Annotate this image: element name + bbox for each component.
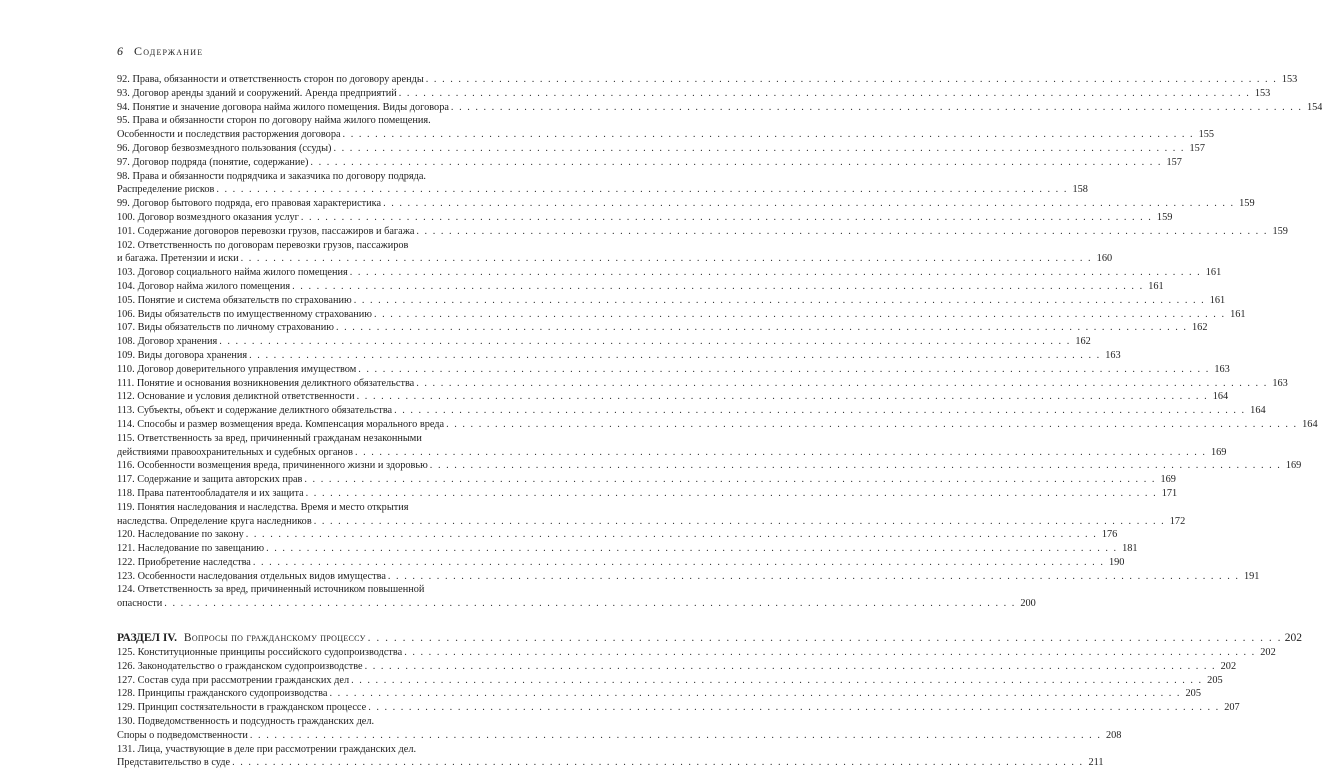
- toc-entry-line: [117, 556, 1125, 570]
- toc-entry-title: 119. Понятия наследования и наследства. Время и место открытия: [117, 501, 409, 513]
- toc-entry-title: 115. Ответственность за вред, причиненный гражданам незаконными: [117, 432, 422, 444]
- toc-entry-line: [117, 211, 1173, 225]
- toc-entry-line: [117, 459, 1302, 473]
- toc-entry: [117, 570, 1260, 584]
- toc-entry: [117, 87, 1271, 101]
- toc-entry-title: 102. Ответственность по договорам перевозки грузов, пассажиров: [117, 239, 409, 251]
- toc-entry-line: [117, 687, 1201, 701]
- leader-dots: [368, 701, 1220, 715]
- toc-entry-line: [117, 73, 1298, 87]
- leader-dots: [266, 542, 1118, 556]
- toc-entry-title: Распределение рисков: [117, 184, 215, 196]
- toc-entry-line: [117, 660, 1237, 674]
- toc-page-number: 211: [1088, 757, 1104, 769]
- toc-entry: [117, 743, 1104, 770]
- toc-entry-title: 94. Понятие и значение договора найма жилого помещения. Виды договора: [117, 101, 449, 113]
- toc-page-number: 164: [1250, 405, 1266, 417]
- toc-entry-title: 110. Договор доверительного управления имуществом: [117, 363, 357, 375]
- toc-entry: [117, 266, 1222, 280]
- leader-dots: [354, 294, 1206, 308]
- toc-entry-line: [117, 515, 1186, 529]
- leader-dots: [365, 660, 1217, 674]
- leader-dots: [250, 729, 1102, 743]
- toc-entry-title: 130. Подведомственность и подсудность гражданских дел.: [117, 716, 375, 728]
- toc-entry-title: и багажа. Претензии и иски: [117, 253, 239, 265]
- toc-page-number: 159: [1156, 211, 1173, 223]
- toc-page-number: 169: [1160, 474, 1176, 486]
- toc-entry-line: [117, 308, 1246, 322]
- toc-entry-line: [117, 418, 1318, 432]
- toc-page-number: 163: [1214, 363, 1230, 375]
- toc-entry-list: [117, 73, 1322, 611]
- toc-page-number: 205: [1207, 674, 1223, 686]
- toc-page-number: 164: [1302, 418, 1318, 430]
- toc-entry: [117, 583, 1036, 611]
- leader-dots: [343, 128, 1195, 142]
- toc-entry: [117, 280, 1164, 294]
- leader-dots: [314, 515, 1166, 529]
- toc-page-number: 162: [1192, 322, 1208, 334]
- toc-entry: [117, 211, 1173, 225]
- toc-page-number: 202: [1260, 647, 1276, 659]
- toc-entry-title: 121. Наследование по завещанию: [117, 543, 265, 555]
- toc-entry-line: [117, 743, 486, 757]
- toc-entry-line: [117, 170, 486, 184]
- leader-dots: [292, 280, 1144, 294]
- toc-entry: [117, 432, 1227, 460]
- toc-entry-line: [117, 674, 1223, 688]
- toc-page-number: 159: [1272, 225, 1288, 237]
- toc-entry-line: [117, 294, 1226, 308]
- section-label: РАЗДЕЛ IV.: [117, 632, 177, 645]
- toc-entry: [117, 390, 1229, 404]
- toc-page-number: 160: [1096, 253, 1113, 265]
- toc-entry: [117, 646, 1276, 660]
- toc-entry: [117, 377, 1288, 391]
- toc-entry-title: Представительство в суде: [117, 757, 231, 769]
- toc-entry: [117, 660, 1237, 674]
- toc-entry-title: 126. Законодательство о гражданском судопроизводстве: [117, 660, 363, 672]
- toc-entry-title: 97. Договор подряда (понятие, содержание): [117, 156, 309, 168]
- toc-page-number: 154: [1306, 101, 1322, 113]
- toc-entry: [117, 142, 1205, 156]
- toc-entry-line: [117, 142, 1205, 156]
- toc-entry-title: действиями правоохранительных и судебных органов: [117, 446, 353, 458]
- toc-entry: [117, 156, 1182, 170]
- toc-entry: [117, 349, 1121, 363]
- section-heading: [117, 630, 1303, 646]
- toc-entry-line: [117, 321, 1208, 335]
- leader-dots: [451, 101, 1303, 115]
- leader-dots: [253, 556, 1105, 570]
- toc-entry: [117, 556, 1125, 570]
- leader-dots: [399, 87, 1251, 101]
- toc-entry-line: [117, 583, 486, 597]
- toc-entry-title: 104. Договор найма жилого помещения: [117, 280, 291, 292]
- toc-section: [117, 630, 1303, 770]
- toc-entry-title: 118. Права патентообладателя и их защита: [117, 487, 304, 499]
- leader-dots: [164, 597, 1016, 611]
- leader-dots: [219, 335, 1071, 349]
- leader-dots: [350, 266, 1202, 280]
- leader-dots: [336, 321, 1188, 335]
- toc-page-number: 153: [1281, 74, 1298, 85]
- toc-page-number: 163: [1105, 349, 1121, 361]
- toc-entry: [117, 170, 1088, 198]
- toc-entry-title: Споры о подведомственности: [117, 729, 248, 741]
- toc-entry-title: 101. Содержание договоров перевозки грузов, пассажиров и багажа: [117, 225, 415, 237]
- toc-page-number: 191: [1243, 570, 1260, 582]
- toc-entry-title: 120. Наследование по закону: [117, 529, 244, 541]
- toc-page-number: 159: [1239, 198, 1255, 210]
- toc-entry-line: [117, 183, 1088, 197]
- toc-page-number: 162: [1075, 336, 1091, 348]
- toc-entry-line: [117, 756, 1104, 770]
- leader-dots: [357, 390, 1209, 404]
- toc-entry-line: [117, 390, 1229, 404]
- toc-entry-title: 111. Понятие и основания возникновения деликтного обязательства: [117, 377, 415, 389]
- toc-entry-line: [117, 363, 1230, 377]
- leader-dots: [355, 446, 1207, 460]
- toc-entry-line: [117, 197, 1255, 211]
- toc-page-number: 171: [1161, 487, 1178, 499]
- page-running-title: Содержание: [134, 44, 204, 58]
- section-entry-list: [117, 646, 1276, 770]
- leader-dots: [241, 252, 1093, 266]
- toc-page-number: 161: [1230, 308, 1246, 320]
- leader-dots: [430, 459, 1282, 473]
- toc-entry: [117, 528, 1118, 542]
- toc-entry-title: наследства. Определение круга наследников: [117, 515, 312, 527]
- toc-entry-title: 114. Способы и размер возмещения вреда. Компенсация морального вреда: [117, 418, 445, 430]
- leader-dots: [404, 646, 1256, 660]
- toc-entry-line: [117, 701, 1240, 715]
- toc-entry: [117, 197, 1255, 211]
- leader-dots: [304, 473, 1156, 487]
- toc-entry-line: [117, 597, 1036, 611]
- leader-dots: [246, 528, 1098, 542]
- section-title: Вопросы по гражданскому процессу: [183, 632, 366, 645]
- toc-entry-title: 113. Субъекты, объект и содержание деликтного обязательства: [117, 405, 393, 417]
- toc-entry-line: [117, 87, 1271, 101]
- page-header: [117, 44, 203, 59]
- toc-page-number: 181: [1122, 543, 1138, 555]
- toc-page-number: 169: [1211, 446, 1227, 458]
- toc-entry-line: [117, 570, 1260, 584]
- toc-page-number: 161: [1148, 280, 1164, 292]
- toc-entry: [117, 404, 1266, 418]
- toc-page-number: 208: [1105, 729, 1122, 741]
- toc-entry: [117, 294, 1226, 308]
- toc-entry-line: [117, 715, 486, 729]
- toc-entry: [117, 701, 1240, 715]
- toc-entry-title: 103. Договор социального найма жилого помещения: [117, 267, 348, 279]
- toc-entry-title: 125. Конституционные принципы российского судопроизводства: [117, 647, 403, 659]
- toc-entry-line: [117, 128, 1215, 142]
- toc-page-number: 172: [1169, 515, 1186, 527]
- toc-entry: [117, 501, 1186, 529]
- toc-entry-line: [117, 266, 1222, 280]
- leader-dots: [333, 142, 1185, 156]
- toc-entry-title: 106. Виды обязательств по имущественному страхованию: [117, 308, 372, 320]
- toc-entry: [117, 114, 1215, 142]
- toc-entry-line: [117, 646, 1276, 660]
- leader-dots: [358, 363, 1210, 377]
- leader-dots: [416, 377, 1268, 391]
- toc-entry-line: [117, 114, 486, 128]
- toc-entry-line: [117, 101, 1322, 115]
- toc-entry: [117, 687, 1201, 701]
- toc-entry-title: 95. Права и обязанности сторон по договору найма жилого помещения.: [117, 115, 431, 127]
- toc-entry-line: [117, 487, 1178, 501]
- toc-entry-title: 93. Договор аренды зданий и сооружений. Аренда предприятий: [117, 87, 397, 99]
- toc-entry-line: [117, 335, 1091, 349]
- toc-entry: [117, 335, 1091, 349]
- toc-page-number: 207: [1224, 702, 1240, 714]
- leader-dots: [310, 156, 1162, 170]
- leader-dots: [374, 308, 1226, 322]
- toc-entry-title: 108. Договор хранения: [117, 336, 218, 348]
- toc-page-number: 161: [1209, 294, 1226, 306]
- toc-entry-title: 122. Приобретение наследства: [117, 556, 251, 568]
- toc-entry-title: 105. Понятие и система обязательств по страхованию: [117, 294, 352, 306]
- toc-entry-line: [117, 239, 486, 253]
- toc-entry-line: [117, 446, 1227, 460]
- toc-entry-title: 124. Ответственность за вред, причиненный источником повышенной: [117, 584, 425, 596]
- toc-entry-title: 107. Виды обязательств по личному страхованию: [117, 322, 334, 334]
- toc-entry-line: [117, 528, 1118, 542]
- leader-dots: [216, 183, 1068, 197]
- leader-dots: [306, 487, 1158, 501]
- toc-entry: [117, 487, 1178, 501]
- toc-entry-title: 117. Содержание и защита авторских прав: [117, 474, 303, 486]
- toc-entry: [117, 418, 1318, 432]
- section-page-number: 202: [1284, 632, 1303, 645]
- leader-dots: [446, 418, 1298, 432]
- leader-dots: [232, 756, 1084, 770]
- toc-page-number: 157: [1166, 156, 1182, 168]
- toc-entry: [117, 542, 1138, 556]
- toc-entry: [117, 239, 1113, 267]
- toc-page-number: 205: [1185, 688, 1201, 700]
- leader-dots: [426, 73, 1278, 87]
- toc-entry-line: [117, 377, 1288, 391]
- toc-page-number: 155: [1198, 129, 1215, 141]
- toc-entry-line: [117, 280, 1164, 294]
- toc-page-number: 169: [1285, 460, 1302, 472]
- toc-entry-line: [117, 542, 1138, 556]
- toc-entry-title: Особенности и последствия расторжения договора: [117, 129, 341, 141]
- toc-entry-title: 109. Виды договора хранения: [117, 349, 248, 361]
- leader-dots: [394, 404, 1246, 418]
- toc-page-number: 153: [1254, 87, 1271, 99]
- toc-entry-title: 99. Договор бытового подряда, его правовая характеристика: [117, 198, 382, 210]
- toc-page-number: 190: [1108, 556, 1125, 568]
- toc-page-number: 163: [1272, 377, 1288, 389]
- toc-page-number: 158: [1072, 184, 1088, 196]
- toc-entry-line: [117, 156, 1182, 170]
- toc-entry-line: [117, 729, 1122, 743]
- toc-entry-title: 131. Лица, участвующие в деле при рассмотрении гражданских дел.: [117, 743, 417, 755]
- table-of-contents: [117, 73, 1322, 770]
- toc-page-number: 164: [1212, 391, 1229, 403]
- toc-entry-title: 100. Договор возмездного оказания услуг: [117, 211, 299, 223]
- leader-dots: [249, 349, 1101, 363]
- toc-entry: [117, 225, 1288, 239]
- toc-entry-title: 127. Состав суда при рассмотрении гражданских дел: [117, 674, 350, 686]
- toc-entry-title: 112. Основание и условия деликтной ответственности: [117, 391, 355, 403]
- toc-entry-line: [117, 349, 1121, 363]
- leader-dots: [301, 211, 1153, 225]
- leader-dots: [388, 570, 1240, 584]
- toc-entry-line: [117, 252, 1113, 266]
- toc-entry: [117, 715, 1122, 743]
- leader-dots: [368, 630, 1282, 646]
- leader-dots: [383, 197, 1235, 211]
- toc-entry: [117, 101, 1322, 115]
- toc-entry: [117, 459, 1302, 473]
- toc-page-number: 176: [1101, 529, 1118, 541]
- page-number: 6: [117, 44, 123, 58]
- toc-entry-line: [117, 404, 1266, 418]
- toc-entry-line: [117, 501, 486, 515]
- toc-entry: [117, 73, 1298, 87]
- toc-entry-title: 128. Принципы гражданского судопроизводства: [117, 688, 328, 700]
- toc-entry-title: 96. Договор безвозмездного пользования (ссуды): [117, 142, 332, 154]
- toc-page-number: 157: [1189, 142, 1205, 154]
- toc-entry-line: [117, 432, 486, 446]
- toc-entry: [117, 674, 1223, 688]
- toc-page-number: 200: [1020, 598, 1036, 610]
- toc-entry: [117, 308, 1246, 322]
- toc-entry-title: 116. Особенности возмещения вреда, причиненного жизни и здоровью: [117, 460, 428, 472]
- toc-page-number: 161: [1205, 267, 1222, 279]
- toc-entry: [117, 321, 1208, 335]
- toc-entry-title: 98. Права и обязанности подрядчика и заказчика по договору подряда.: [117, 170, 427, 182]
- toc-entry-title: 92. Права, обязанности и ответственность сторон по договору аренды: [117, 74, 424, 85]
- toc-entry-title: 129. Принцип состязательности в гражданском процессе: [117, 702, 367, 714]
- toc-entry-line: [117, 225, 1288, 239]
- leader-dots: [416, 225, 1268, 239]
- toc-entry-title: опасности: [117, 598, 163, 610]
- leader-dots: [351, 674, 1203, 688]
- toc-entry: [117, 473, 1176, 487]
- toc-entry: [117, 363, 1230, 377]
- toc-page-number: 202: [1220, 660, 1237, 672]
- toc-entry-title: 123. Особенности наследования отдельных видов имущества: [117, 570, 386, 582]
- toc-entry-line: [117, 473, 1176, 487]
- leader-dots: [329, 687, 1181, 701]
